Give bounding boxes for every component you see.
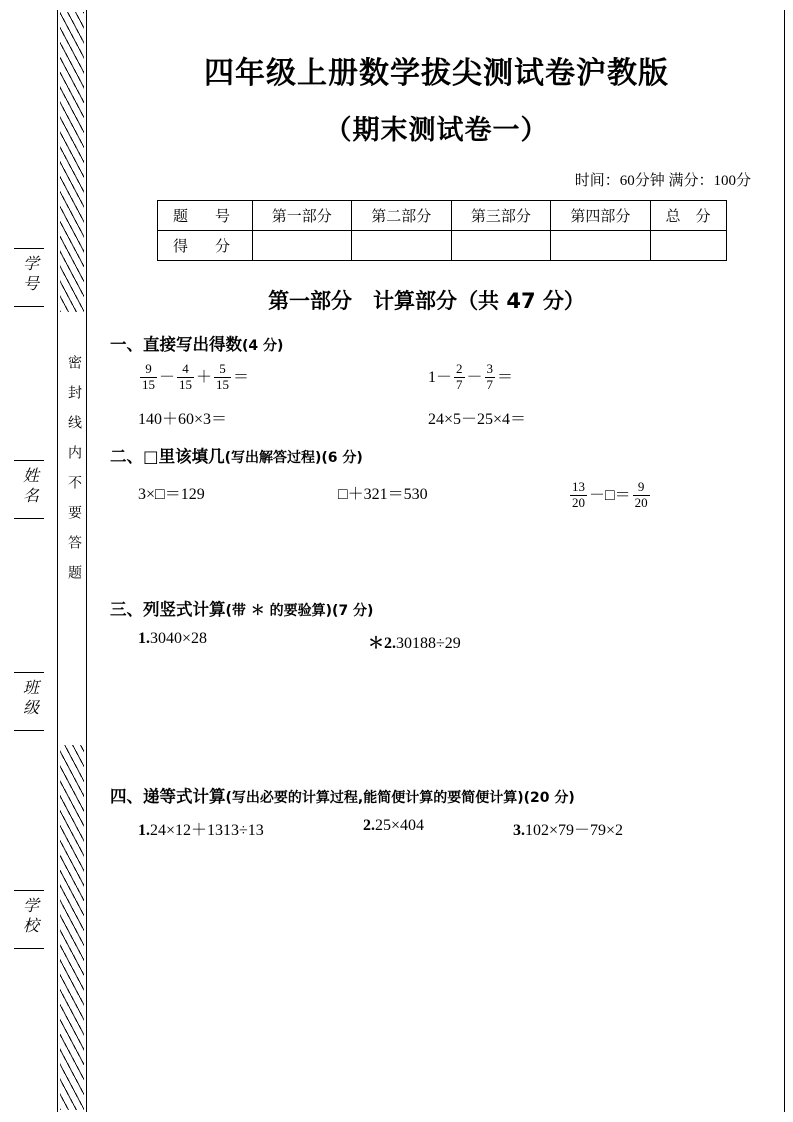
field-student-id-rule: [14, 306, 44, 307]
seal-hatch-bottom: [60, 745, 84, 1110]
seal-rule-right: [86, 10, 87, 1112]
q1-item-2: [428, 363, 513, 394]
seal-rule-left: [57, 10, 58, 1112]
field-school-rule: [14, 948, 44, 949]
operator-plus: ＋: [196, 369, 213, 387]
q2-item-2: □＋321＝530: [338, 485, 428, 503]
question-2-heading: [110, 443, 783, 467]
fraction-numerator: 2: [456, 361, 463, 376]
question-1: [100, 331, 783, 429]
section-score-note: （共 47 分）: [457, 289, 585, 313]
fraction: [570, 480, 587, 511]
q3-item-1-number: 1.: [138, 629, 150, 647]
fraction-numerator: 13: [572, 478, 585, 494]
operator-minus: －: [466, 369, 483, 387]
score-table-part-3: 第三部分: [451, 201, 551, 231]
operator-minus: －: [159, 369, 176, 387]
fraction-denominator: 20: [634, 494, 648, 510]
score-cell-part-3[interactable]: [451, 231, 551, 261]
question-2-score: (写出解答过程)(6 分): [224, 449, 363, 466]
q4-item-2: [363, 817, 513, 835]
fraction-denominator: 15: [179, 376, 193, 392]
fraction-numerator: 9: [145, 361, 152, 376]
field-class-label: 班级: [20, 679, 38, 719]
question-4-items: [110, 817, 783, 840]
score-cell-part-4[interactable]: [551, 231, 651, 261]
fraction-denominator: 15: [216, 376, 230, 392]
question-2-title: 二、□里该填几: [110, 446, 225, 466]
score-table-part-4: 第四部分: [551, 201, 651, 231]
q4-answer-space[interactable]: [110, 840, 783, 960]
q3-item-2: [368, 630, 461, 653]
fraction-numerator: 5: [219, 361, 226, 376]
question-3-heading: [110, 596, 783, 620]
field-student-id-label: 学号: [20, 255, 38, 295]
section-heading-part-one: [100, 285, 783, 315]
q4-item-2-number: 2.: [363, 816, 375, 834]
fraction: [454, 362, 465, 393]
score-table-total: 总 分: [650, 201, 726, 231]
field-class-rule-top: [14, 672, 44, 673]
field-name-label: 姓名: [20, 467, 38, 507]
field-school[interactable]: [14, 890, 44, 949]
section-heading-text: 第一部分 计算部分: [268, 289, 458, 313]
score-cell-total[interactable]: [650, 231, 726, 261]
page-subtitle: （期末测试卷一）: [324, 115, 549, 146]
fraction: [633, 480, 650, 511]
field-class-rule: [14, 730, 44, 731]
question-4-title: 四、递等式计算: [110, 786, 226, 806]
score-cell-part-1[interactable]: [252, 231, 352, 261]
question-1-title: 一、直接写出得数: [110, 335, 242, 354]
question-3-items: [110, 630, 783, 653]
q3-answer-space[interactable]: [110, 653, 783, 773]
exam-paper-content: [100, 0, 783, 1122]
question-1-row-1: [110, 363, 783, 394]
field-school-label: 学校: [20, 897, 38, 937]
field-name-rule: [14, 518, 44, 519]
question-4: [100, 783, 783, 960]
fraction-denominator: 7: [486, 376, 494, 392]
field-student-id[interactable]: [14, 248, 44, 307]
q2-item-3-mid: －□＝: [589, 486, 631, 504]
operator-equals: ＝: [497, 369, 514, 387]
operator-equals: ＝: [233, 369, 250, 387]
question-1-heading: [110, 331, 783, 355]
q1-item-4: 24×5－25×4＝: [428, 410, 527, 428]
question-1-score: (4 分): [242, 338, 284, 354]
fraction: [485, 362, 496, 393]
fraction-numerator: 4: [182, 361, 189, 376]
q3-item-1: [138, 630, 368, 648]
seal-margin-area: [0, 0, 100, 1122]
score-table-part-2: 第二部分: [352, 201, 452, 231]
fraction-numerator: 9: [637, 478, 645, 494]
q3-item-2-text: 30188÷29: [396, 634, 461, 652]
q4-item-1-number: 1.: [138, 821, 150, 839]
question-4-heading: [110, 783, 783, 807]
seal-inner-text: 密封线内不要答题: [66, 355, 81, 595]
exam-meta-info: 时间：60分钟 满分：100分: [574, 173, 751, 189]
field-class[interactable]: [14, 672, 44, 731]
q1-item-1: [138, 363, 428, 394]
q4-item-2-text: 25×404: [375, 816, 425, 834]
q2-item-1: 3×□＝129: [138, 485, 205, 503]
q3-item-1-text: 3040×28: [150, 629, 208, 647]
fraction: [214, 362, 231, 393]
score-table-header-label: 题 号: [157, 201, 252, 231]
score-cell-part-2[interactable]: [352, 231, 452, 261]
field-name-rule-top: [14, 460, 44, 461]
q1-item-2-lead: 1－: [428, 369, 453, 387]
fraction: [177, 362, 194, 393]
question-1-row-2: [110, 406, 783, 429]
score-table: [157, 200, 727, 261]
fraction-denominator: 20: [572, 494, 585, 510]
field-name[interactable]: [14, 460, 44, 519]
page-title: 四年级上册数学拔尖测试卷沪教版: [204, 56, 669, 91]
q1-item-3: 140＋60×3＝: [138, 410, 228, 428]
field-school-rule-top: [14, 890, 44, 891]
q4-item-1: [138, 817, 363, 840]
q4-item-3-number: 3.: [513, 821, 525, 839]
score-table-part-1: 第一部分: [252, 201, 352, 231]
fraction-denominator: 15: [142, 376, 155, 392]
fraction: [140, 362, 157, 393]
q3-item-2-number: ＊2.: [368, 634, 397, 652]
field-student-id-rule-top: [14, 248, 44, 249]
question-3-title: 三、列竖式计算: [110, 599, 226, 619]
q4-item-3: [513, 817, 623, 840]
question-2-items: [110, 478, 783, 512]
q2-answer-space[interactable]: [110, 512, 783, 590]
q2-item-3: [568, 478, 652, 512]
page-border-right: [784, 10, 785, 1112]
question-3: [100, 596, 783, 773]
q4-item-1-text: 24×12＋1313÷13: [150, 821, 264, 839]
table-row: [157, 231, 726, 261]
question-3-score: (带 ＊ 的要验算)(7 分): [225, 602, 374, 619]
question-2: [100, 443, 783, 590]
score-row-label: 得 分: [157, 231, 252, 261]
fraction-denominator: 7: [456, 376, 463, 392]
fraction-numerator: 3: [486, 361, 494, 376]
q4-item-3-text: 102×79－79×2: [525, 821, 624, 839]
question-4-score: (写出必要的计算过程,能简便计算的要简便计算)(20 分): [225, 789, 575, 806]
table-row: [157, 201, 726, 231]
seal-hatch-top: [60, 12, 84, 312]
